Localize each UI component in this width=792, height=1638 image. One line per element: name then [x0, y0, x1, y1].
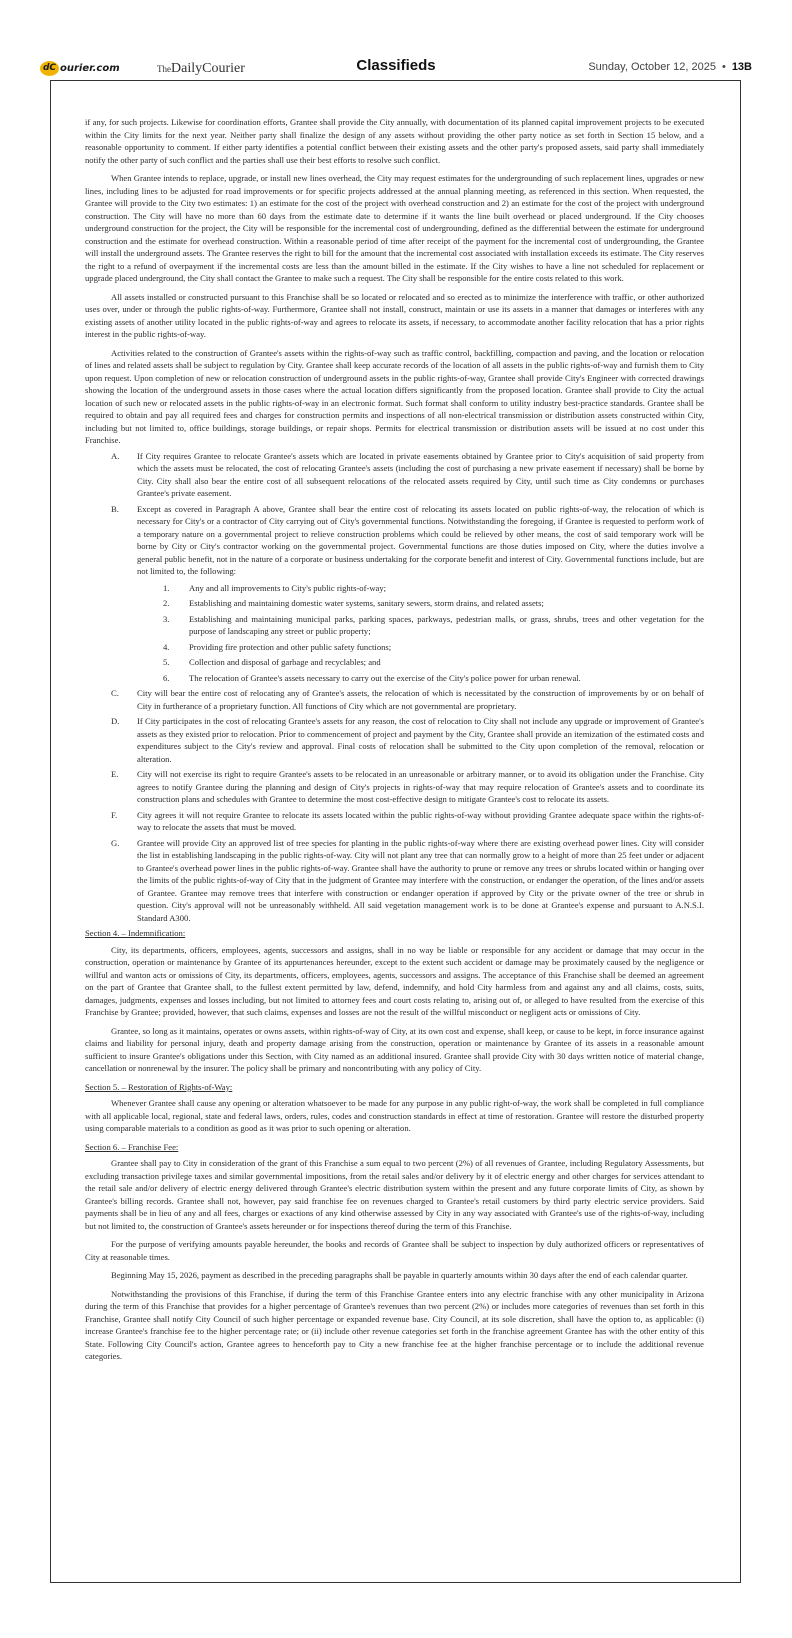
list-marker: A.: [111, 450, 120, 461]
masthead-name: DailyCourier: [171, 61, 245, 76]
list-item: [85, 809, 704, 834]
list-item-text: The relocation of Grantee's assets necessary to carry out the exercise of the City's police power for urban renewal.: [189, 672, 581, 683]
paragraph: Whenever Grantee shall cause any opening or alteration whatsoever to be made for any purpose in any public right-of-way, the work shall be completed in full compliance with all applicable local, regional, state and federal laws, orders, rules, codes and construction standards in effect at time of restoration. Grantee will restore the disturbed property using comparable materials to a condition as good as it was prior to such opening or alteration.: [85, 1098, 704, 1133]
list-item: [85, 641, 704, 654]
list-item-text: City agrees it will not require Grantee to relocate its assets located within the public rights-of-way without providing Grantee adequate space within the rights-of-way to relocate the assets that must be moved.: [137, 809, 704, 832]
paragraph: Grantee, so long as it maintains, operates or owns assets, within rights-of-way of City, at its own cost and expense, shall keep, or cause to be kept, in force insurance against claims and liability for personal injury, death and property damage arising from the construction, operation or maintenance by Grantee of its assets in a reasonable amount sufficient to insure Grantee's obligations under this Section, with City named as an additional insured. Grantee shall provide City with 30 days written notice of material change, cancellation or nonrenewal by the insurer. The policy shall be primary and noncontributing with any policy of City.: [85, 1025, 704, 1073]
list-item-text: City will not exercise its right to require Grantee's assets to be relocated in an unreasonable or arbitrary manner, or to avoid its obligation under the Franchise. City agrees to notify Grantee during the planning and design of City's projects in rights-of-way that may require relocation of Grantee's assets and to coordinate its construction plans and schedules with Grantee to determine the most cost-effective design to mitigate Grantee's cost to relocate its assets.: [137, 769, 704, 804]
list-item: [85, 582, 704, 595]
paragraph: All assets installed or constructed pursuant to this Franchise shall be so located or relocated and so erected as to minimize the interference with traffic, or other authorized uses over, under or through the public rights-of-way. Furthermore, Grantee shall not install, construct, maintain or use its assets in a manner that damages or interferes with any existing assets of another utility located in the public rights-of-way and agrees to relocate its assets, if necessary, to accommodate another facility relocation that has a prior rights interest in the public rights-of-way.: [85, 291, 704, 339]
list-marker: 5.: [163, 657, 170, 667]
logo-badge: dC: [40, 61, 59, 76]
list-marker: C.: [111, 688, 119, 698]
list-item: [85, 613, 704, 638]
list-item-text: If City participates in the cost of relocating Grantee's assets for any reason, the cost of relocation to City shall not include any upgrade or improvement of Grantee's assets as they existed prior to relocation. Prior to commencement of project and payment by the City, Grantee shall provide an itemization of the estimated costs and expenditures subject to the City's review and approval. Final costs of relocation shall be submitted to the City upon completion of the removal, relocation or alteration.: [137, 716, 704, 764]
list-item-text: Establishing and maintaining municipal parks, parking spaces, parkways, pedestrian malls, or grass, shrubs, trees and other vegetation for the purpose of landscaping any street or public property;: [189, 613, 704, 636]
list-marker: 2.: [163, 598, 170, 608]
dateline-separator: •: [721, 61, 726, 73]
section-heading: Section 6. – Franchise Fee:: [85, 1141, 179, 1152]
numbered-list: [137, 582, 704, 685]
paragraph: Notwithstanding the provisions of this Franchise, if during the term of this Franchise Grantee enters into any electric franchise with any other municipality in Arizona during the term of this Franchise that provides for a higher percentage of Grantee's revenues than two percent (2%) or includes more categories of revenues than set forth in this Franchise, Grantee shall notify City Council of such higher percentage or expanded revenue base. City Council, at its sole discretion, shall have the option to, as applicable: (i) increase Grantee's franchise fee to the higher percentage rate; or (ii) include other revenue categories set forth in the franchise agreement Grantee has with the other entity of this State. Following City Council's action, Grantee agrees to henceforth pay to City a new franchise fee at the higher franchise percentage or to include the additional revenue categories.: [85, 1288, 704, 1361]
list-item: [85, 837, 704, 925]
list-item-text: Collection and disposal of garbage and recyclables; and: [189, 657, 381, 667]
paragraph: if any, for such projects. Likewise for coordination efforts, Grantee shall provide the City annually, with documentation of its planned capital improvement projects to be executed within the City limits for the next year. Neither party shall finalize the design of any assets without providing the other party notice as set forth in Section 15 below, and a reasonable opportunity to comment. If either party identifies a potential conflict between their existing assets and the other party's proposed assets, said party shall immediately notify the other party of such conflict and the parties shall use their best efforts to resolve such conflict.: [85, 117, 704, 165]
logo-text: ourier.com: [60, 62, 120, 74]
list-item-text: Establishing and maintaining domestic water systems, sanitary sewers, storm drains, and related assets;: [189, 598, 544, 608]
list-marker: B.: [111, 503, 119, 514]
list-marker: E.: [111, 769, 119, 779]
issue-date: Sunday, October 12, 2025: [588, 61, 716, 73]
list-item-text: Providing fire protection and other public safety functions;: [189, 641, 392, 652]
list-marker: 1.: [163, 582, 170, 593]
list-item: [85, 503, 704, 685]
paragraph: For the purpose of verifying amounts payable hereunder, the books and records of Grantee shall be subject to inspection by duly authorized officers or representatives of City at reasonable times.: [85, 1239, 704, 1262]
paragraph: When Grantee intends to replace, upgrade, or install new lines overhead, the City may request estimates for the undergrounding of such replacement lines, upgrades or new lines, including lines to be adjusted for road improvements or for specific projects addressed at the annual planning meeting, as referenced in this section. When requested, the Grantee will provide to the City two estimates: 1) an estimate for the cost of the project with overhead construction and 2) an estimate for the cost of the project with underground construction. The City will have no more than 60 days from the estimate date to determine if it wants the line built overhead or placed underground. If the City chooses underground construction for the project, the City will be responsible for the incremental cost of undergrounding, defined as the differential between the estimate for underground construction and the estimate for overhead construction. Within a reasonable period of time after receipt of the payment for the incremental cost of undergrounding, the Grantee will install the underground assets. The Grantee reserves the right to bill for the amount that the incremental cost associated with installation exceeds its estimate. The City reserves the right to a refund of overpayment if the incremental costs are less than the amount billed in the estimate. If the City wishes to have a line not scheduled for replacement or upgrade placed underground, the City shall contact the Grantee to make such a request. The City shall be responsible for the entire costs related to this work.: [85, 173, 704, 283]
paragraph: Activities related to the construction of Grantee's assets within the rights-of-way such as traffic control, backfilling, compaction and paving, and the location or relocation of lines and related assets shall be subject to regulation by City. Grantee shall keep accurate records of the location of all assets in the public rights-of-way and furnish them to City upon request. Upon completion of new or relocation construction of underground assets in the public rights-of-way, Grantee shall provide City's Engineer with corrected drawings showing the location of the underground assets in those cases where the actual location differs significantly from the proposed location. Grantee shall provide to City the actual location of such new or relocated assets in the public rights-of-way in an electronic format. Such format shall conform to utility industry best-practice standards. Grantee shall be required to obtain and pay all required fees and charges for construction permits and inspections of all non-electrical transmission or distribution assets constructed within City, including but not limited to, office buildings, storage buildings, or repair shops. Permits for electrical transmission or distribution assets will be issued at no cost under this Franchise.: [85, 347, 704, 445]
list-marker: 6.: [163, 672, 170, 683]
list-item: [85, 715, 704, 765]
page-number: 13B: [731, 61, 752, 73]
list-item-text: Any and all improvements to City's public rights-of-way;: [189, 582, 387, 593]
list-marker: 3.: [163, 613, 170, 624]
paragraph: City, its departments, officers, employees, agents, successors and assigns, shall in no way be liable or responsible for any accident or damage that may occur in the construction, operation or maintenance by Grantee of its appurtenances hereunder, except to the extent such accident or damage may be proximately caused by the negligence or willful and wanton acts or omissions of City, its departments, officers, employees, agents, successors and assigns. The acceptance of this Franchise shall be deemed an agreement on the part of Grantee that Grantee shall, to the fullest extent permitted by law, defend, indemnify, and hold City harmless from and against any and all claims, costs, suits, damages, judgments, expenses and losses including, but not limited to attorney fees and court costs relating to, arising out of, or alleged to have resulted from the exercise of this Franchise by Grantee; provided, however, that such claims, expenses and losses are not the result of the willful misconduct or negligent acts or omissions of City.: [85, 944, 704, 1017]
masthead-the: The: [157, 64, 171, 74]
list-marker: D.: [111, 716, 120, 726]
list-item: [85, 768, 704, 806]
page-header: [40, 57, 752, 79]
paragraph: Grantee shall pay to City in consideration of the grant of this Franchise a sum equal to two percent (2%) of all revenues of Grantee, including Regulatory Assessments, but excluding transaction privilege taxes and similar governmental impositions, from the retail sales and/or delivery by it of electric energy and other charges for services attendant to the retail sale and/or delivery of electric energy delivered through Grantee's electric distribution system within the present and any future corporate limits of City, as shown by Grantee's billing records. Grantee shall not, however, pay said franchise fee on revenues charged to Grantee's retail customers by third party electric service providers. Said payments shall be in lieu of any and all fees, charges or exactions of any kind otherwise assessed by City in any way associated with Grantee's use of the rights-of-way, including but not limited to, the construction of Grantee's assets hereunder or for inspections thereof during the term of this Franchise.: [85, 1158, 704, 1231]
list-marker: 4.: [163, 641, 170, 652]
paragraph: Beginning May 15, 2026, payment as described in the preceding paragraphs shall be payable in quarterly amounts within 30 days after the end of each calendar quarter.: [111, 1270, 688, 1280]
list-item-text: City will bear the entire cost of relocating any of Grantee's assets, the relocation of which is necessitated by the construction of improvements by or on behalf of City in furtherance of a proprietary function. All functions of City which are not governmental are proprietary.: [137, 688, 704, 711]
section-heading: Section 5. – Restoration of Rights-of-Way:: [85, 1081, 233, 1092]
section-title: Classifieds: [356, 57, 436, 74]
lettered-list: [85, 450, 704, 925]
list-item-text: Grantee will provide City an approved list of tree species for planting in the public rights-of-way where there are existing overhead power lines. City will consider the list in establishing landscaping in the public rights-of-way. City will not plant any tree that can normally grow to a height of more than 25 feet under or adjacent to Grantee's overhead power lines in the public rights-of-way. Grantee shall have the authority to prune or remove any trees or shrubs located within or hanging over the limits of the public rights-of-way of City that in the judgment of Grantee may interfere with the construction, or endanger the operation, of the lines and/or assets of Grantee. Grantee may remove trees that interfere with construction or endanger operation if approved by City or the private owner of the tree or shrub in question. City's approval will not be unreasonably withheld. All said vegetation management work is to be done at Grantee's expense and pursuant to A.N.S.I. Standard A300.: [137, 837, 704, 923]
legal-notice-text: [85, 116, 704, 1369]
list-item-text: Except as covered in Paragraph A above, Grantee shall bear the entire cost of relocating its assets located on public rights-of-way, the relocation of which is necessary for City's or a contractor of City carrying out of City's governmental functions. Notwithstanding the foregoing, if Grantee is requested to perform work of a temporary nature on a governmental project to relieve construction problems which could be relieved by other means, the cost of said temporary work will be borne by City or City's contractor working on the governmental project. Governmental functions are those duties imposed on City, where the duties involve a general public benefit, not in the nature of a corporate or business undertaking for the corporate benefit and interest of City. Governmental functions include, but are not limited to, the following:: [137, 503, 704, 576]
list-item-text: If City requires Grantee to relocate Grantee's assets which are located in private easements obtained by Grantee prior to City's acquisition of said property from which the assets must be relocated, the cost of relocating Grantee's assets (including the cost of purchasing a new private easement if necessary) shall be borne by City. City shall also bear the entire cost of all subsequent relocations of the relocated assets required by City, until such time as City condemns or purchases Grantee's private easement.: [137, 450, 704, 498]
list-item: [85, 687, 704, 712]
list-marker: F.: [111, 809, 118, 820]
list-item: [85, 656, 704, 669]
list-item: [85, 597, 704, 610]
list-item: [85, 450, 704, 500]
list-item: [85, 672, 704, 685]
section-heading: Section 4. – Indemnification:: [85, 928, 186, 938]
dateline: [588, 61, 752, 73]
list-marker: G.: [111, 837, 120, 848]
